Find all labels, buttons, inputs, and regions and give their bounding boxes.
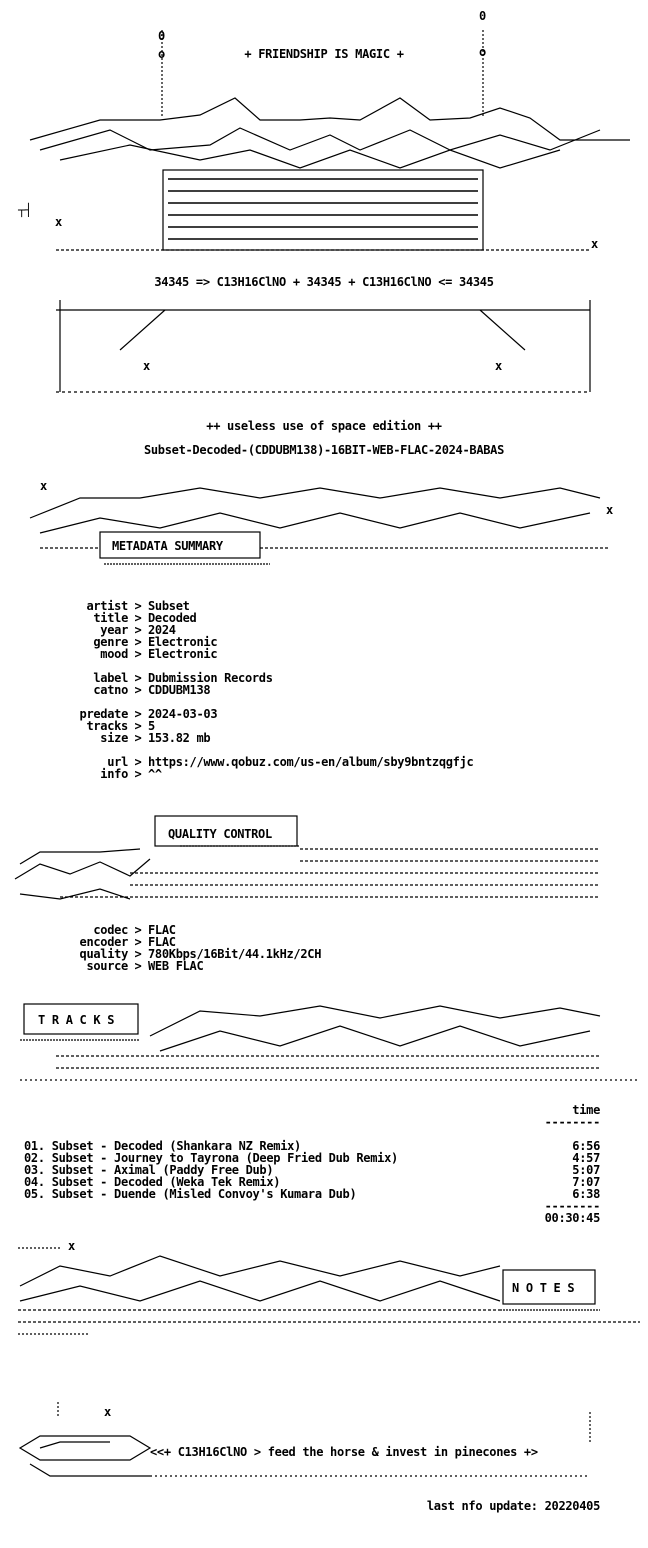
quality-value-quality: 780Kbps/16Bit/44.1kHz/2CH [148, 947, 322, 961]
meta-separator: > [134, 671, 142, 685]
quality-value-encoder: FLAC [148, 935, 176, 949]
footer-graphic [0, 1392, 648, 1488]
svg-text:x: x [143, 359, 150, 373]
track-time: 6:56 [572, 1139, 600, 1153]
top-banner-art [0, 0, 648, 396]
meta-key: tracks [86, 719, 128, 733]
meta-separator: > [134, 683, 142, 697]
meta-separator: > [134, 599, 142, 613]
meta-key: url [107, 755, 128, 769]
update-row [0, 1488, 648, 1513]
meta-separator: > [134, 611, 142, 625]
track-title: 05. Subset - Duende (Misled Convoy's Kumara Dub) [24, 1187, 357, 1201]
quality-title: QUALITY CONTROL [168, 827, 272, 841]
track-title: 04. Subset - Decoded (Weka Tek Remix) [24, 1175, 281, 1189]
meta-value-tracks: 5 [148, 719, 155, 733]
track-time: 6:38 [572, 1187, 600, 1201]
quality-banner-graphic [0, 804, 648, 912]
quality-key: quality [79, 947, 128, 961]
svg-text:x: x [104, 1405, 111, 1419]
meta-value-size: 153.82 mb [148, 731, 211, 745]
quality-separator: > [134, 959, 142, 973]
friendship-text: + FRIENDSHIP IS MAGIC + [244, 47, 404, 61]
meta-value-catno: CDDUBM138 [148, 683, 211, 697]
svg-text:x: x [495, 359, 502, 373]
total-time: 00:30:45 [544, 1211, 600, 1225]
meta-value-predate: 2024-03-03 [148, 707, 218, 721]
footer-art [0, 1392, 648, 1488]
quality-separator: > [134, 923, 142, 937]
meta-value-info: ^^ [148, 767, 162, 781]
quality-header-art [0, 804, 648, 912]
tracklist [0, 1104, 648, 1224]
quality-separator: > [134, 935, 142, 949]
meta-row-predate [72, 708, 648, 720]
meta-key: genre [93, 635, 128, 649]
svg-text:x: x [55, 215, 62, 229]
track-title: 02. Subset - Journey to Tayrona (Deep Fried Dub Remix) [24, 1151, 398, 1165]
total-divider: -------- [544, 1199, 600, 1213]
meta-separator: > [134, 731, 142, 745]
meta-row-mood [72, 648, 648, 660]
meta-value-year: 2024 [148, 623, 176, 637]
meta-key: size [100, 731, 128, 745]
svg-text:x: x [40, 479, 47, 493]
svg-text:0: 0 [158, 29, 165, 43]
svg-text:x: x [591, 237, 598, 251]
meta-key: artist [86, 599, 128, 613]
meta-separator: > [134, 647, 142, 661]
meta-row-size [72, 732, 648, 744]
quality-value-codec: FLAC [148, 923, 176, 937]
metadata-banner-graphic [0, 468, 648, 588]
meta-separator: > [134, 635, 142, 649]
quality-key: source [86, 959, 128, 973]
metadata-title: METADATA SUMMARY [112, 539, 223, 553]
meta-separator: > [134, 755, 142, 769]
meta-key: catno [93, 683, 128, 697]
quality-value-source: WEB FLAC [148, 959, 204, 973]
formula-text: 34345 => C13H16ClNO + 34345 + C13H16ClNO <= 34345 [154, 275, 494, 289]
track-row [0, 1188, 648, 1200]
meta-key: year [100, 623, 128, 637]
svg-text:o: o [479, 45, 486, 59]
quality-key: encoder [79, 935, 128, 949]
tracks-title: T R A C K S [38, 1013, 115, 1027]
notes-banner-graphic [0, 1236, 648, 1356]
quality-row-source [72, 960, 648, 972]
tracks-banner-graphic [0, 996, 648, 1092]
meta-value-title: Decoded [148, 611, 197, 625]
metadata-header-art [0, 468, 648, 588]
footer-tagline: <<+ C13H16ClNO > feed the horse & invest in pinecones +> [150, 1445, 538, 1459]
time-header: time [572, 1103, 600, 1117]
quality-separator: > [134, 947, 142, 961]
track-time: 5:07 [572, 1163, 600, 1177]
quality-block [0, 924, 648, 972]
svg-text:x: x [606, 503, 613, 517]
svg-text:o: o [158, 47, 165, 61]
track-title: 01. Subset - Decoded (Shankara NZ Remix) [24, 1139, 301, 1153]
meta-separator: > [134, 623, 142, 637]
notes-header-art [0, 1236, 648, 1356]
svg-text:x: x [68, 1239, 75, 1253]
meta-separator: > [134, 719, 142, 733]
edition-line: ++ useless use of space edition ++ [206, 419, 442, 433]
meta-key: label [93, 671, 128, 685]
meta-separator: > [134, 707, 142, 721]
meta-row-info [72, 768, 648, 780]
track-title: 03. Subset - Aximal (Paddy Free Dub) [24, 1163, 274, 1177]
track-time: 7:07 [572, 1175, 600, 1189]
svg-text:0: 0 [479, 9, 486, 23]
meta-key: predate [79, 707, 128, 721]
meta-key: mood [100, 647, 128, 661]
notes-title: N O T E S [512, 1281, 575, 1295]
last-update: last nfo update: 20220405 [426, 1499, 600, 1513]
time-divider: -------- [544, 1115, 600, 1129]
meta-key: info [100, 767, 128, 781]
meta-row-catno [72, 684, 648, 696]
meta-value-label: Dubmission Records [148, 671, 273, 685]
quality-key: codec [93, 923, 128, 937]
meta-value-artist: Subset [148, 599, 190, 613]
meta-key: title [93, 611, 128, 625]
metadata-block [0, 600, 648, 780]
release-name: Subset-Decoded-(CDDUBM138)-16BIT-WEB-FLAC-2024-BABAS [143, 443, 505, 457]
track-time: 4:57 [572, 1151, 600, 1165]
meta-separator: > [134, 767, 142, 781]
meta-value-genre: Electronic [148, 635, 218, 649]
tracks-header-art [0, 996, 648, 1092]
meta-value-url: https://www.qobuz.com/us-en/album/sby9bntzqgfjc [148, 755, 474, 769]
meta-value-mood: Electronic [148, 647, 218, 661]
svg-text:┬┤: ┬┤ [18, 203, 32, 217]
